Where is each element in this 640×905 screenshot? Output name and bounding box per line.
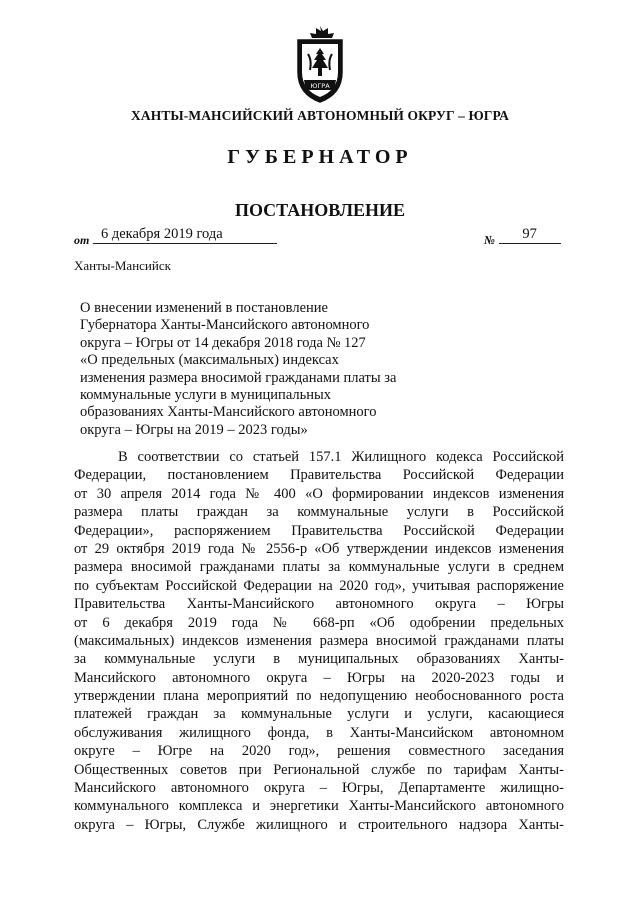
- body-line: размера вносимой гражданами платы за коммунальные услуги в среднем: [74, 559, 564, 576]
- body-line: утверждении плана мероприятий по недопущению необоснованного роста: [74, 688, 564, 705]
- subject-line: О внесении изменений в постановление: [80, 300, 328, 316]
- body-line: Общественных советов при Региональной службе по тарифам Ханты-: [74, 761, 564, 778]
- body-line: платежей граждан за коммунальные услуги и услуги, касающиеся: [74, 706, 564, 723]
- subject-line: изменения размера вносимой гражданами платы за: [80, 369, 397, 386]
- date-prefix: от: [74, 233, 90, 247]
- decree-subject: [80, 300, 420, 439]
- authority-title: ГУБЕРНАТОР: [227, 146, 413, 168]
- body-line: за коммунальные услуги в муниципальных образованиях Ханты-: [74, 651, 564, 668]
- subject-line: образованиях Ханты-Мансийского автономного: [80, 404, 377, 421]
- body-line: коммунального комплекса и энергетики Ханты-Мансийского автономного: [74, 798, 564, 815]
- decree-body: [74, 448, 564, 834]
- subject-line: Губернатора Ханты-Мансийского автономного: [80, 317, 370, 334]
- body-line: (максимальных) индексов изменения размера вносимой гражданами платы: [74, 632, 564, 649]
- body-line: по субъектам Российской Федерации на 2020 год», учитывая распоряжение: [74, 577, 564, 594]
- subject-line: округа – Югры на 2019 – 2023 годы»: [80, 421, 308, 438]
- city-name: Ханты-Мансийск: [74, 258, 171, 273]
- body-line: от 6 декабря 2019 года № 668-рп «Об одобрении предельных: [74, 614, 564, 631]
- coat-of-arms-emblem: [290, 24, 350, 106]
- body-line: округа – Югры, Службе жилищного и строительного надзора Ханты-: [74, 816, 564, 833]
- subject-line: коммунальные услуги в муниципальных: [80, 387, 331, 404]
- emblem-label: ЮГРА: [310, 82, 330, 90]
- body-line: обслуживания жилищного фонда, в Ханты-Мансийском автономном: [74, 724, 564, 741]
- body-line: размера платы граждан за коммунальные услуги в Российской: [74, 504, 564, 521]
- body-line: Федерации, постановлением Правительства Российской Федерации: [74, 467, 564, 484]
- number-line: [484, 226, 561, 250]
- body-line: от 29 октября 2019 года № 2556-р «Об утверждении индексов изменения: [74, 540, 564, 557]
- subject-line: «О предельных (максимальных) индексах: [80, 352, 339, 369]
- document-type: ПОСТАНОВЛЕНИЕ: [234, 200, 406, 220]
- body-line: В соответствии со статьей 157.1 Жилищного кодекса Российской: [118, 449, 564, 465]
- document-number: 97: [499, 226, 561, 244]
- number-prefix: №: [484, 233, 495, 247]
- document-date: 6 декабря 2019 года: [93, 226, 277, 244]
- body-line: Федерации», распоряжением Правительства Российской Федерации: [74, 522, 564, 539]
- date-line: [74, 226, 277, 250]
- subject-line: округа – Югры от 14 декабря 2018 года № 127: [80, 334, 366, 351]
- body-line: Правительства Ханты-Мансийского автономного округа – Югры: [74, 596, 564, 613]
- body-line: Мансийского автономного округа – Югры на 2020-2023 годы и: [74, 669, 564, 686]
- body-line: Мансийского автономного округа – Югры, Департаменте жилищно-: [74, 780, 564, 797]
- region-name: ХАНТЫ-МАНСИЙСКИЙ АВТОНОМНЫЙ ОКРУГ – ЮГРА: [131, 108, 509, 123]
- body-line: округе – Югре на 2020 год», решения совместного заседания: [74, 743, 564, 760]
- body-line: от 30 апреля 2014 года № 400 «О формировании индексов изменения: [74, 485, 564, 502]
